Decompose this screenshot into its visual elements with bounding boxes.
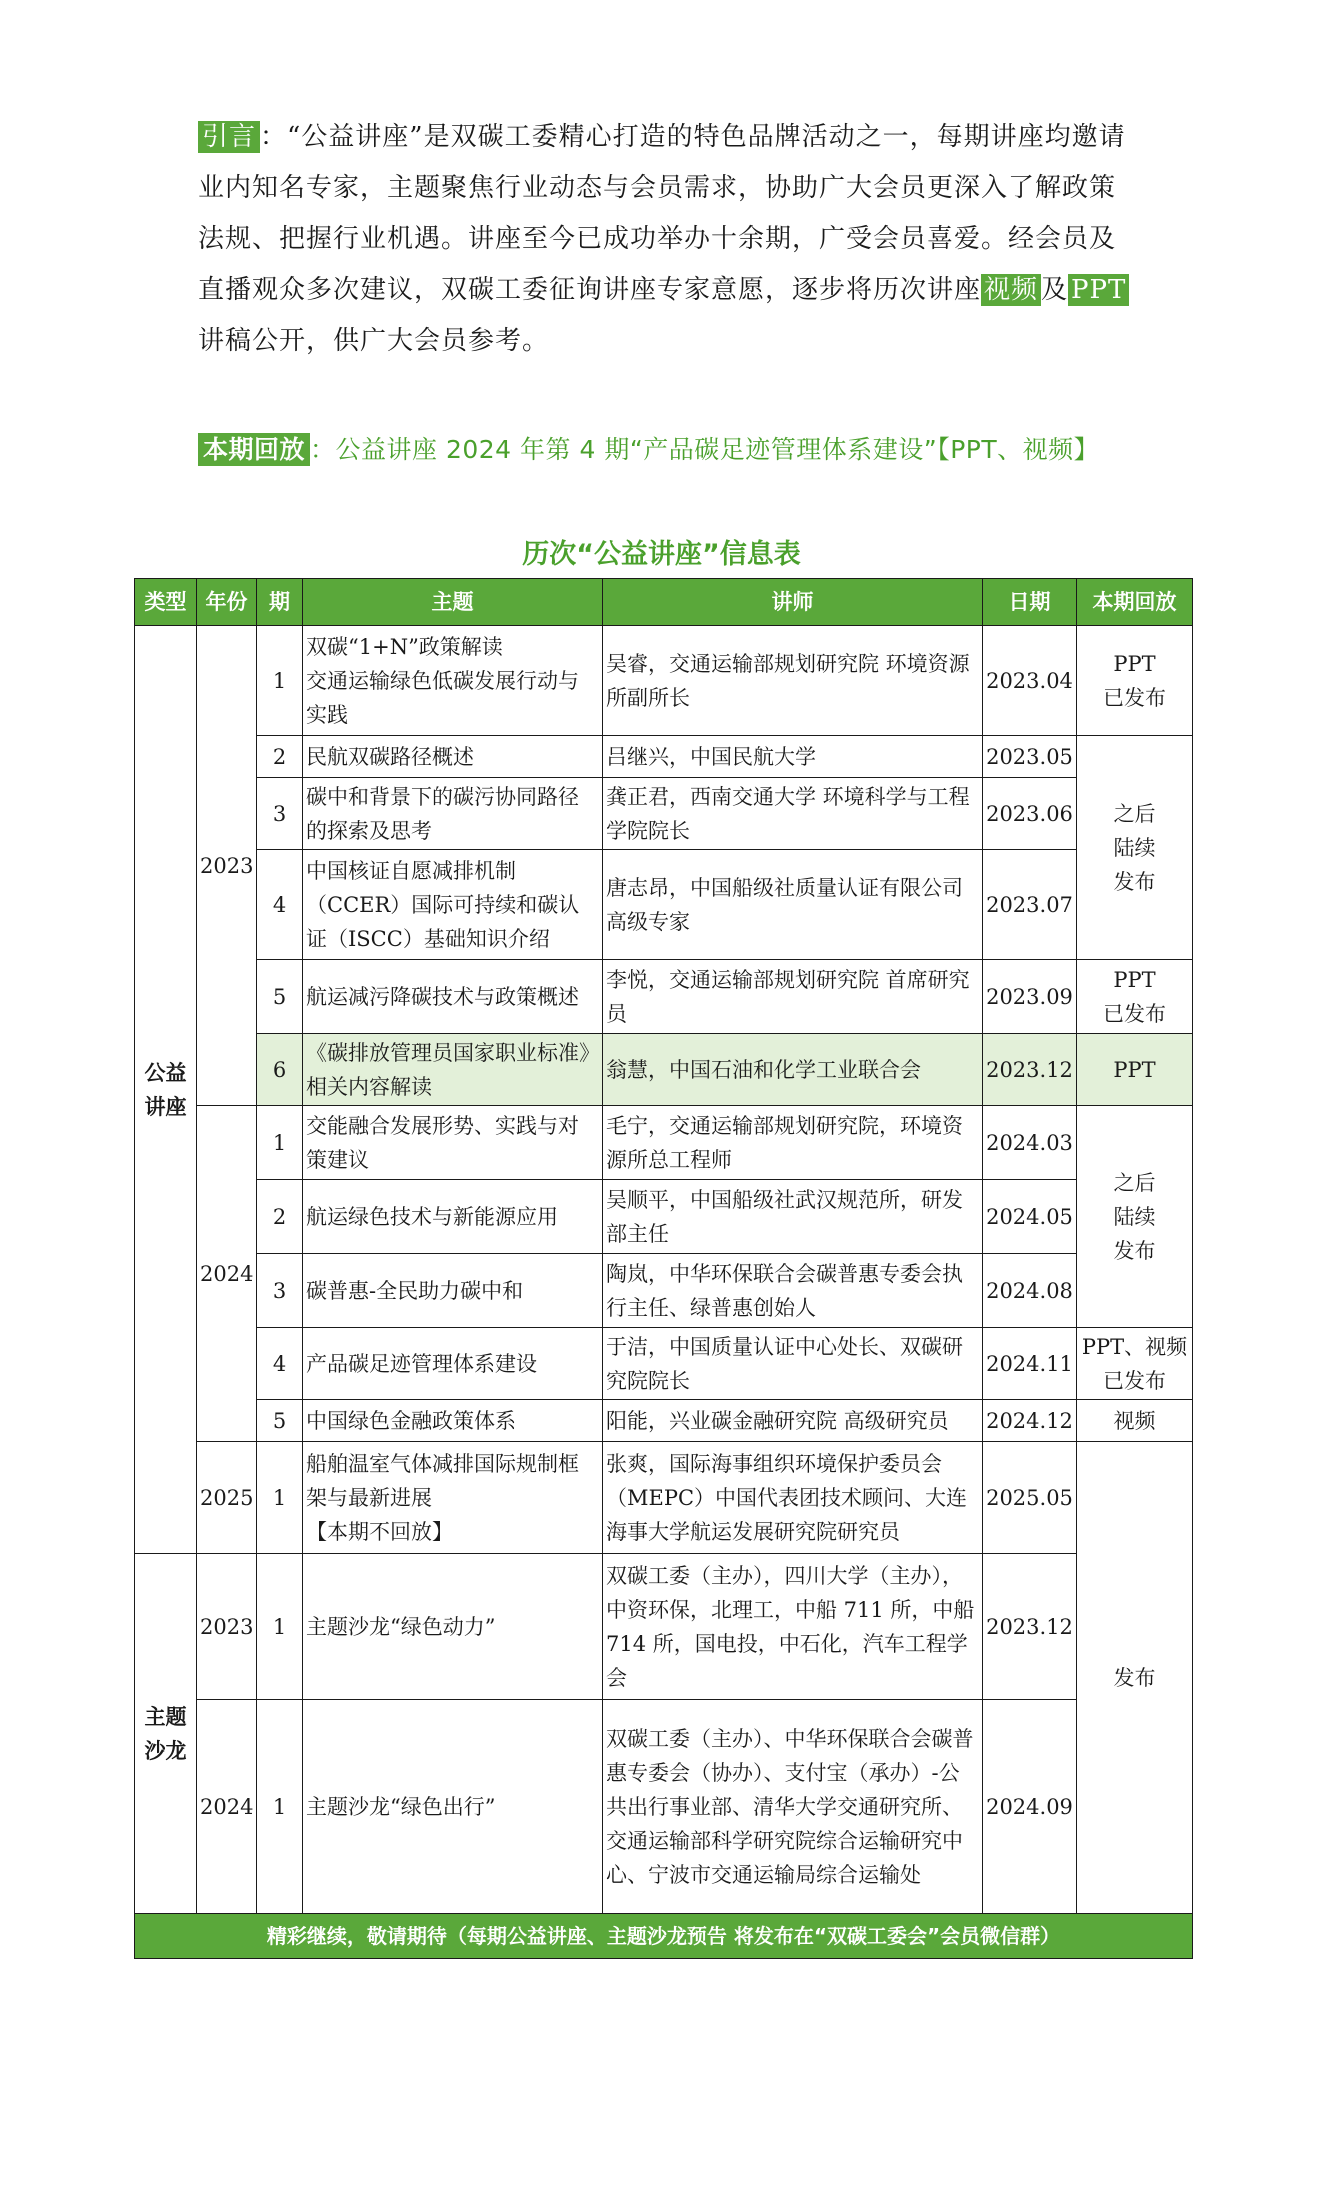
issue-cell: 5 — [257, 1400, 303, 1442]
speaker-cell: 吴睿，交通运输部规划研究院 环境资源所副所长 — [603, 626, 983, 736]
date-cell: 2023.04 — [983, 626, 1077, 736]
date-cell: 2024.09 — [983, 1700, 1077, 1914]
table-row — [135, 1442, 1193, 1554]
date-cell: 2023.05 — [983, 736, 1077, 778]
topic-cell: 碳中和背景下的碳污协同路径的探索及思考 — [303, 778, 603, 850]
intro-and: 及 — [1041, 275, 1069, 305]
topic-cell: 产品碳足迹管理体系建设 — [303, 1328, 603, 1400]
issue-cell: 1 — [257, 1442, 303, 1554]
topic-cell: 主题沙龙“绿色动力” — [303, 1554, 603, 1700]
replay-cell: 之后 陆续 发布 — [1077, 736, 1193, 960]
date-cell: 2024.05 — [983, 1180, 1077, 1254]
speaker-cell: 李悦，交通运输部规划研究院 首席研究员 — [603, 960, 983, 1034]
topic-cell: 航运减污降碳技术与政策概述 — [303, 960, 603, 1034]
header-topic: 主题 — [303, 579, 603, 626]
speaker-cell: 翁慧，中国石油和化学工业联合会 — [603, 1034, 983, 1106]
replay-cell[interactable]: PPT 已发布 — [1077, 626, 1193, 736]
table-footer-row — [135, 1914, 1193, 1959]
current-replay — [198, 430, 1178, 470]
type-cell-salon: 主题 沙龙 — [135, 1554, 197, 1914]
topic-cell: 中国绿色金融政策体系 — [303, 1400, 603, 1442]
issue-cell: 4 — [257, 850, 303, 960]
issue-cell: 1 — [257, 1106, 303, 1180]
speaker-cell: 毛宁，交通运输部规划研究院，环境资源所总工程师 — [603, 1106, 983, 1180]
speaker-cell: 唐志昂，中国船级社质量认证有限公司 高级专家 — [603, 850, 983, 960]
type-cell-lecture: 公益 讲座 — [135, 626, 197, 1554]
date-cell: 2023.07 — [983, 850, 1077, 960]
date-cell: 2024.11 — [983, 1328, 1077, 1400]
speaker-cell: 陶岚，中华环保联合会碳普惠专委会执行主任、绿普惠创始人 — [603, 1254, 983, 1328]
table-row — [135, 1554, 1193, 1700]
table-row — [135, 1328, 1193, 1400]
table-row — [135, 960, 1193, 1034]
date-cell: 2024.12 — [983, 1400, 1077, 1442]
lecture-info-table — [134, 578, 1193, 1959]
intro-text-2: 讲稿公开，供广大会员参考。 — [198, 326, 550, 356]
speaker-cell: 阳能，兴业碳金融研究院 高级研究员 — [603, 1400, 983, 1442]
issue-cell: 2 — [257, 1180, 303, 1254]
replay-cell: 之后 陆续 发布 — [1077, 1106, 1193, 1328]
year-cell: 2025 — [197, 1442, 257, 1554]
table-row — [135, 1400, 1193, 1442]
issue-cell: 3 — [257, 778, 303, 850]
topic-cell: 主题沙龙“绿色出行” — [303, 1700, 603, 1914]
speaker-cell: 吕继兴，中国民航大学 — [603, 736, 983, 778]
intro-paragraph — [198, 112, 1138, 367]
date-cell: 2023.12 — [983, 1034, 1077, 1106]
video-link[interactable]: 视频 — [981, 274, 1041, 306]
replay-cell: 发布 — [1077, 1442, 1193, 1914]
current-replay-label: 本期回放 — [198, 433, 310, 466]
issue-cell: 1 — [257, 1700, 303, 1914]
issue-cell: 1 — [257, 626, 303, 736]
year-cell: 2023 — [197, 626, 257, 1106]
issue-cell: 2 — [257, 736, 303, 778]
table-row — [135, 778, 1193, 850]
issue-cell: 3 — [257, 1254, 303, 1328]
topic-cell: 航运绿色技术与新能源应用 — [303, 1180, 603, 1254]
topic-cell: 民航双碳路径概述 — [303, 736, 603, 778]
header-date: 日期 — [983, 579, 1077, 626]
intro-text-1: ：“公益讲座”是双碳工委精心打造的特色品牌活动之一，每期讲座均邀请业内知名专家，主题聚焦行业动态与会员需求，协助广大会员更深入了解政策法规、把握行业机遇。讲座至今已成功举办十余期，广受会员喜爱。经会员及直播观众多次建议，双碳工委征询讲座专家意愿，逐步将历次讲座 — [198, 122, 1126, 305]
replay-cell[interactable]: PPT、视频 已发布 — [1077, 1328, 1193, 1400]
ppt-link[interactable]: PPT — [1068, 274, 1129, 306]
replay-cell[interactable]: PPT 已发布 — [1077, 960, 1193, 1034]
date-cell: 2023.06 — [983, 778, 1077, 850]
speaker-cell: 吴顺平，中国船级社武汉规范所，研发部主任 — [603, 1180, 983, 1254]
header-speaker: 讲师 — [603, 579, 983, 626]
issue-cell: 5 — [257, 960, 303, 1034]
header-year: 年份 — [197, 579, 257, 626]
table-row — [135, 1180, 1193, 1254]
date-cell: 2023.09 — [983, 960, 1077, 1034]
header-type: 类型 — [135, 579, 197, 626]
table-row — [135, 736, 1193, 778]
table-title: 历次“公益讲座”信息表 — [522, 539, 801, 570]
date-cell: 2025.05 — [983, 1442, 1077, 1554]
year-cell: 2023 — [197, 1554, 257, 1700]
intro-label: 引言 — [198, 121, 260, 153]
header-replay: 本期回放 — [1077, 579, 1193, 626]
topic-cell: 船舶温室气体减排国际规制框架与最新进展 【本期不回放】 — [303, 1442, 603, 1554]
speaker-cell: 龚正君，西南交通大学 环境科学与工程学院院长 — [603, 778, 983, 850]
date-cell: 2023.12 — [983, 1554, 1077, 1700]
replay-cell[interactable]: PPT — [1077, 1034, 1193, 1106]
table-row — [135, 626, 1193, 736]
speaker-cell: 于洁，中国质量认证中心处长、双碳研究院院长 — [603, 1328, 983, 1400]
table-header-row — [135, 579, 1193, 626]
topic-cell: 双碳“1+N”政策解读 交通运输绿色低碳发展行动与实践 — [303, 626, 603, 736]
header-issue: 期 — [257, 579, 303, 626]
speaker-cell: 双碳工委（主办）、中华环保联合会碳普惠专委会（协办）、支付宝（承办）-公共出行事业部、清华大学交通研究所、交通运输部科学研究院综合运输研究中心、宁波市交通运输局综合运输处 — [603, 1700, 983, 1914]
speaker-cell: 张爽，国际海事组织环境保护委员会（MEPC）中国代表团技术顾问、大连海事大学航运发展研究院研究员 — [603, 1442, 983, 1554]
table-footer-note: 精彩继续，敬请期待（每期公益讲座、主题沙龙预告 将发布在“双碳工委会”会员微信群） — [135, 1914, 1193, 1959]
topic-cell: 碳普惠-全民助力碳中和 — [303, 1254, 603, 1328]
year-cell: 2024 — [197, 1106, 257, 1442]
date-cell: 2024.08 — [983, 1254, 1077, 1328]
year-cell: 2024 — [197, 1700, 257, 1914]
table-row — [135, 1700, 1193, 1914]
issue-cell: 4 — [257, 1328, 303, 1400]
topic-cell: 《碳排放管理员国家职业标准》相关内容解读 — [303, 1034, 603, 1106]
table-row — [135, 1106, 1193, 1180]
issue-cell: 6 — [257, 1034, 303, 1106]
current-replay-text[interactable]: ：公益讲座 2024 年第 4 期“产品碳足迹管理体系建设”【PPT、视频】 — [310, 435, 1100, 464]
issue-cell: 1 — [257, 1554, 303, 1700]
topic-cell: 中国核证自愿减排机制（CCER）国际可持续和碳认证（ISCC）基础知识介绍 — [303, 850, 603, 960]
table-row — [135, 850, 1193, 960]
table-row-highlighted — [135, 1034, 1193, 1106]
replay-cell[interactable]: 视频 — [1077, 1400, 1193, 1442]
date-cell: 2024.03 — [983, 1106, 1077, 1180]
table-row — [135, 1254, 1193, 1328]
speaker-cell: 双碳工委（主办），四川大学（主办），中资环保，北理工，中船 711 所，中船 714 所，国电投，中石化，汽车工程学会 — [603, 1554, 983, 1700]
topic-cell: 交能融合发展形势、实践与对策建议 — [303, 1106, 603, 1180]
